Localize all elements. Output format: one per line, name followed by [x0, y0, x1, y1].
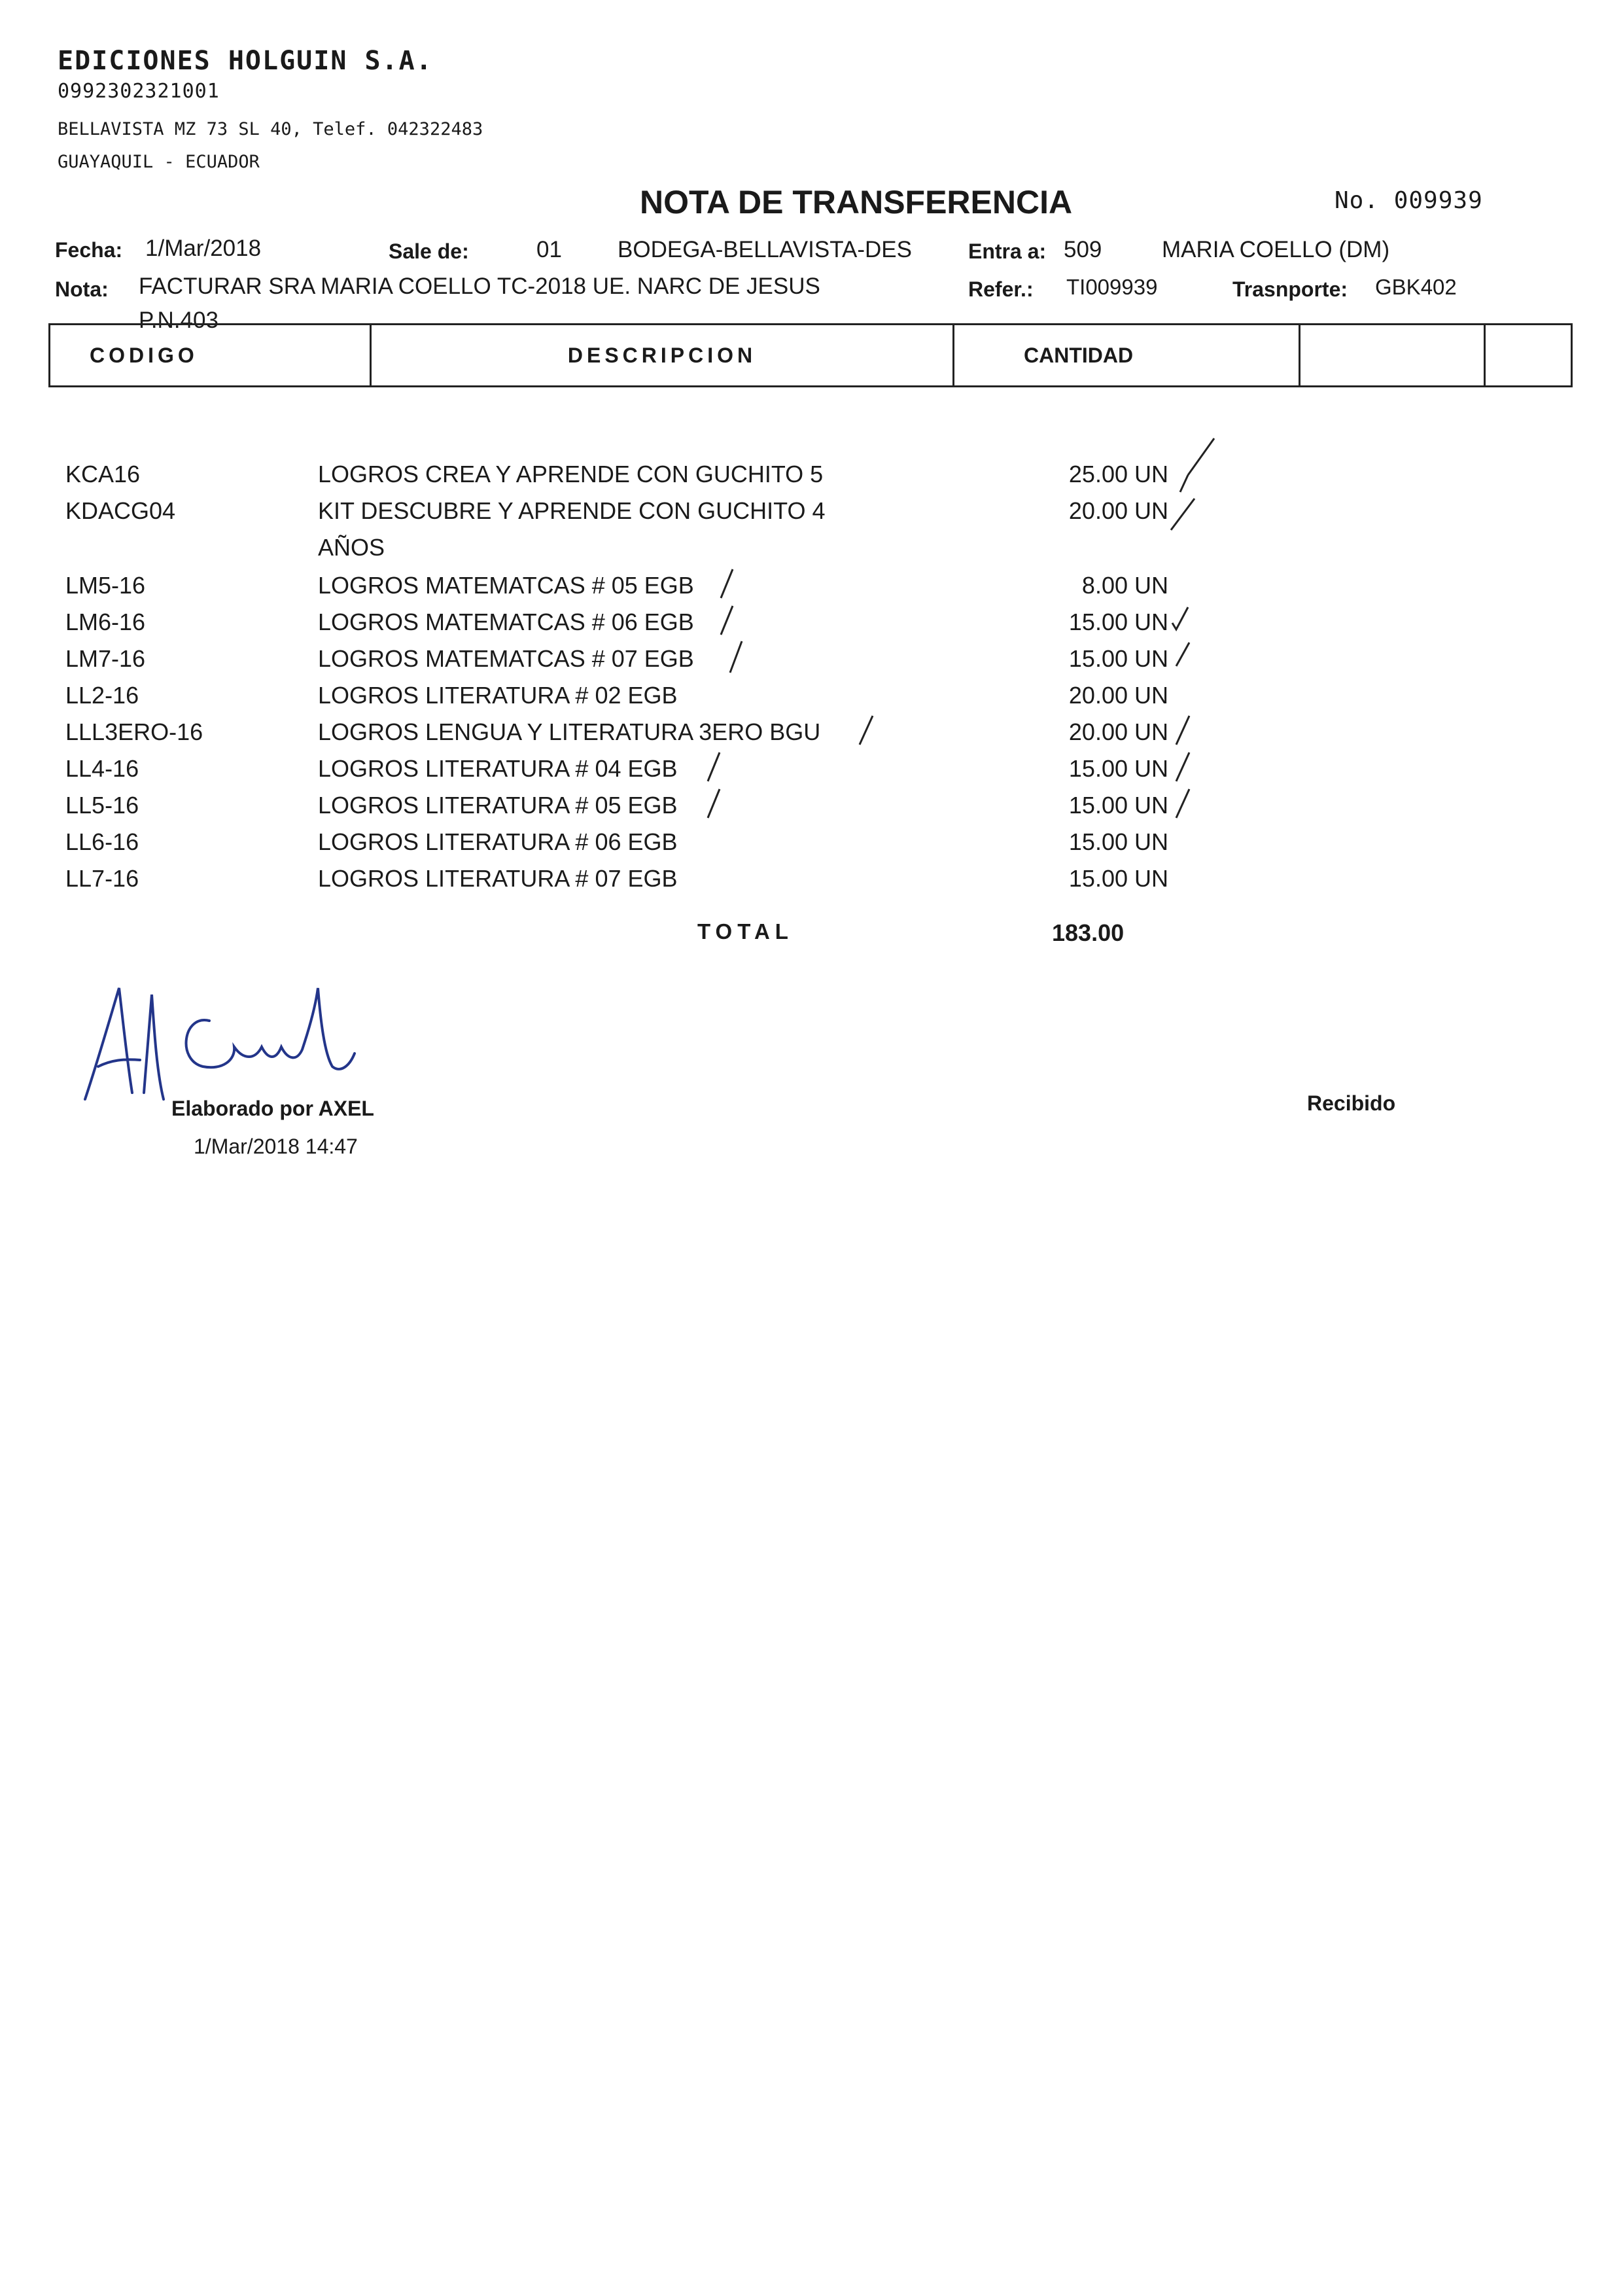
entra-value: MARIA COELLO (DM) [1162, 237, 1390, 262]
entra-label: Entra a: [968, 239, 1047, 263]
item-code: LM6-16 [65, 609, 146, 635]
sale-value: BODEGA-BELLAVISTA-DES [618, 237, 912, 262]
document-title: NOTA DE TRANSFERENCIA [640, 184, 1073, 221]
handwritten-signature [72, 968, 360, 1112]
company-city: GUAYAQUIL - ECUADOR [58, 152, 260, 172]
checkmark-icon [704, 786, 724, 821]
nota-value-continued: P.N.403 [139, 308, 218, 333]
item-quantity: 15.00 UN [1068, 645, 1168, 672]
sale-code: 01 [536, 237, 562, 262]
item-quantity: 15.00 UN [1068, 792, 1168, 819]
item-quantity: 25.00 UN [1068, 461, 1168, 487]
fecha-label: Fecha: [55, 238, 123, 262]
header-codigo: CODIGO [50, 325, 371, 387]
checkmark-icon [1174, 750, 1193, 784]
item-code: LL2-16 [65, 682, 139, 709]
table-row [0, 792, 1623, 828]
item-quantity: 20.00 UN [1068, 497, 1168, 524]
item-code: LM5-16 [65, 572, 146, 599]
elaborado-por: Elaborado por AXEL [171, 1097, 374, 1120]
company-name: EDICIONES HOLGUIN S.A. [58, 46, 433, 76]
checkmark-icon [1174, 786, 1193, 821]
table-row [0, 718, 1623, 755]
item-quantity: 20.00 UN [1068, 682, 1168, 709]
item-description: LOGROS LITERATURA # 07 EGB [318, 865, 678, 892]
checkmark-icon [704, 750, 724, 784]
item-quantity: 20.00 UN [1068, 718, 1168, 745]
table-row [0, 828, 1623, 865]
table-row [0, 609, 1623, 645]
table-row [0, 755, 1623, 792]
item-code: KDACG04 [65, 497, 176, 524]
transporte-value: GBK402 [1375, 275, 1457, 299]
checkmark-icon [717, 567, 737, 601]
item-description: LOGROS MATEMATCAS # 06 EGB [318, 609, 694, 635]
table-row [0, 497, 1623, 534]
checkmark-icon [1174, 713, 1193, 747]
fecha-value: 1/Mar/2018 [145, 236, 262, 261]
header-empty-2 [1485, 325, 1572, 387]
checkmark-icon [1178, 436, 1217, 501]
items-table-header [48, 323, 1573, 387]
item-quantity: 15.00 UN [1068, 609, 1168, 635]
item-quantity: 15.00 UN [1068, 828, 1168, 855]
table-row [0, 572, 1623, 609]
item-description: LOGROS LITERATURA # 04 EGB [318, 755, 678, 782]
refer-value: TI009939 [1066, 275, 1158, 299]
item-code: LL6-16 [65, 828, 139, 855]
table-row [0, 461, 1623, 497]
item-description: LOGROS MATEMATCAS # 07 EGB [318, 645, 694, 672]
nota-label: Nota: [55, 277, 109, 301]
item-description: LOGROS CREA Y APRENDE CON GUCHITO 5 [318, 461, 824, 487]
recibido-label: Recibido [1307, 1091, 1396, 1115]
item-code: LL7-16 [65, 865, 139, 892]
company-ruc: 0992302321001 [58, 80, 220, 103]
elaborado-fecha: 1/Mar/2018 14:47 [194, 1135, 358, 1158]
refer-label: Refer.: [968, 277, 1034, 301]
header-cantidad: CANTIDAD [954, 325, 1300, 387]
table-row [0, 682, 1623, 718]
total-value: 183.00 [1052, 919, 1125, 946]
company-address: BELLAVISTA MZ 73 SL 40, Telef. 042322483 [58, 119, 483, 139]
header-empty-1 [1300, 325, 1485, 387]
item-description: LOGROS LENGUA Y LITERATURA 3ERO BGU [318, 718, 821, 745]
item-description: KIT DESCUBRE Y APRENDE CON GUCHITO 4 [318, 497, 826, 524]
checkmark-icon [717, 603, 737, 637]
item-quantity: 15.00 UN [1068, 755, 1168, 782]
item-quantity: 8.00 UN [1081, 572, 1168, 599]
item-description-continued: AÑOS [318, 534, 385, 561]
checkmark-icon [857, 713, 877, 747]
document-number: No. 009939 [1335, 187, 1483, 214]
table-row [0, 645, 1623, 682]
transporte-label: Trasnporte: [1232, 277, 1348, 301]
sale-label: Sale de: [389, 239, 469, 263]
item-description: LOGROS MATEMATCAS # 05 EGB [318, 572, 694, 599]
item-description: LOGROS LITERATURA # 06 EGB [318, 828, 678, 855]
item-code: LL4-16 [65, 755, 139, 782]
header-descripcion: DESCRIPCION [371, 325, 954, 387]
item-code: LLL3ERO-16 [65, 718, 203, 745]
checkmark-icon [727, 640, 747, 674]
item-code: LL5-16 [65, 792, 139, 819]
item-code: LM7-16 [65, 645, 146, 672]
item-quantity: 15.00 UN [1068, 865, 1168, 892]
checkmark-icon [1171, 603, 1191, 637]
item-description: LOGROS LITERATURA # 05 EGB [318, 792, 678, 819]
table-row [0, 865, 1623, 902]
item-description: LOGROS LITERATURA # 02 EGB [318, 682, 678, 709]
checkmark-icon [1168, 496, 1197, 533]
total-label: TOTAL [697, 919, 794, 944]
item-code: KCA16 [65, 461, 141, 487]
table-row-continued [0, 534, 1623, 571]
checkmark-icon [1174, 640, 1193, 674]
entra-code: 509 [1064, 237, 1102, 262]
nota-value: FACTURAR SRA MARIA COELLO TC-2018 UE. NARC DE JESUS [139, 274, 820, 299]
